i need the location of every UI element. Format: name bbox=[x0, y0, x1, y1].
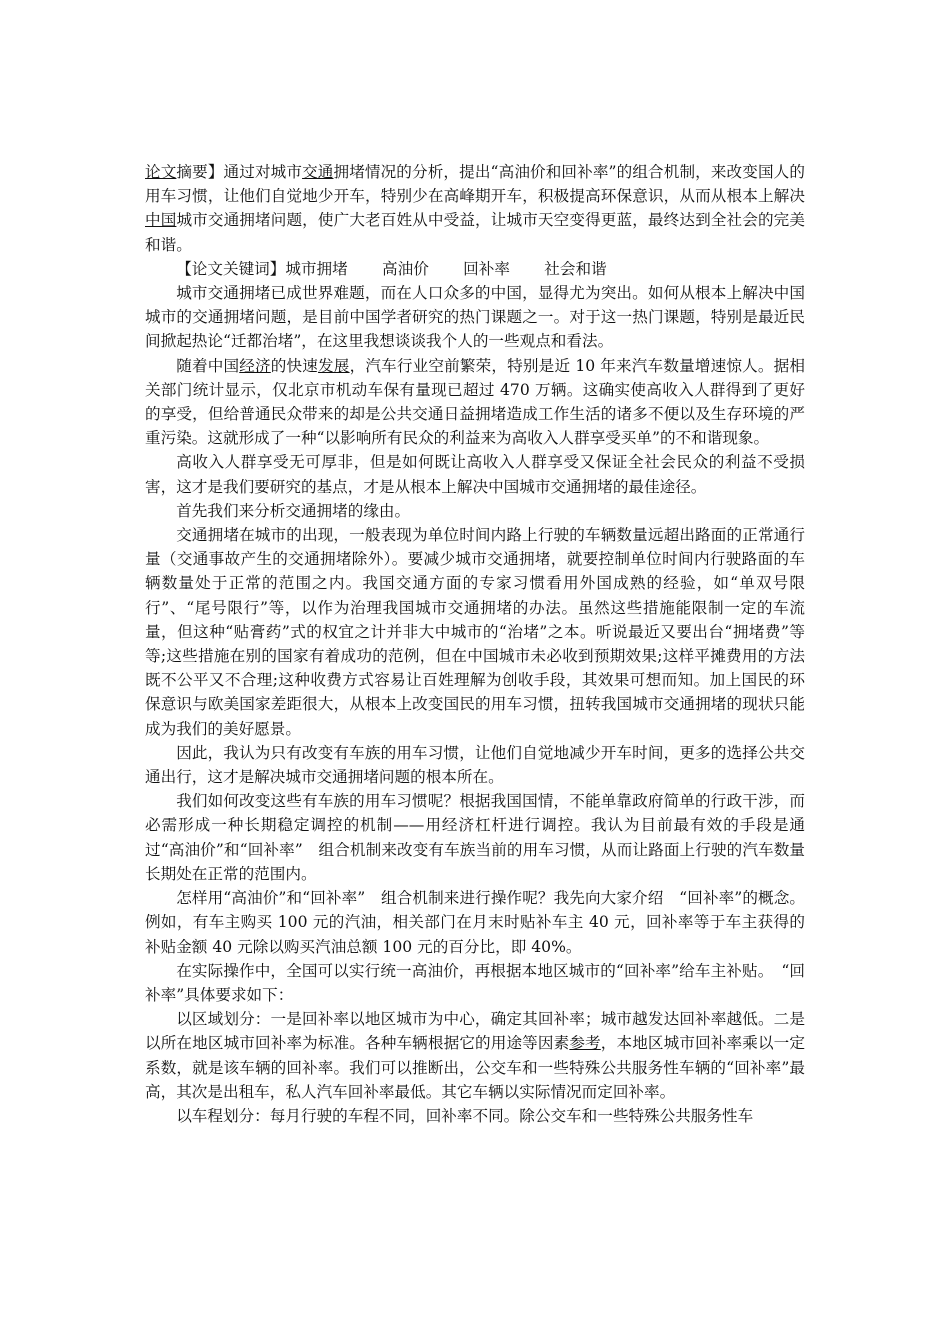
keywords-label: 【论文关键词】城市拥堵 bbox=[176, 259, 348, 278]
paragraph-background-text-1: 随着中国 bbox=[176, 356, 240, 375]
paragraph-mileage-division: 以车程划分：每月行驶的车程不同，回补率不同。除公交车和一些特殊公共服务性车 bbox=[176, 1106, 754, 1125]
paragraph-intro: 城市交通拥堵已成世界难题，而在人口众多的中国，显得尤为突出。如何从根本上解决中国城市的交通拥堵问题，是目前中国学者研究的热门课题之一。对于这一热门课题，特别是最近民间掀起热论“迁都治堵”，在这里我想谈谈我个人的一些观点和看法。 bbox=[145, 284, 805, 351]
abstract-text-1: 摘要】通过对城市 bbox=[176, 163, 303, 181]
paragraph-cause-heading: 首先我们来分析交通拥堵的缘由。 bbox=[176, 501, 411, 520]
paragraph-basis: 高收入人群享受无可厚非，但是如何既让高收入人群享受又保证全社会民众的利益不受损害，这才是我们要研究的基点，才是从根本上解决中国城市交通拥堵的最佳途径。 bbox=[145, 453, 805, 496]
paragraph-region-text-2: ，本地区城市回补率乘以一定系数，就是该车辆的回补率。我们可以推断出，公交车和一些特殊公共服务性车辆的“回补率”最高，其次是出租车，私人汽车回补率最低。其它车辆以实际情况而定回补率。 bbox=[145, 1034, 805, 1101]
link-economy[interactable]: 经济 bbox=[239, 356, 271, 375]
link-traffic[interactable]: 交通 bbox=[302, 163, 334, 181]
paragraph-region-division bbox=[145, 1007, 805, 1104]
paragraph-background bbox=[145, 354, 805, 451]
paragraph-operation: 在实际操作中，全国可以实行统一高油价，再根据本地区城市的“回补率”给车主补贴。 “回补率”具体要求如下： bbox=[145, 961, 805, 1004]
document-body bbox=[145, 160, 805, 1128]
keyword-social-harmony: 社会和谐 bbox=[544, 259, 607, 278]
paragraph-mechanism: 我们如何改变这些有车族的用车习惯呢？根据我国国情，不能单靠政府简单的行政干涉，而必需形成一种长期稳定调控的机制——用经济杠杆进行调控。我认为目前最有效的手段是通过“高油价”和“回补率” 组合机制来改变有车族当前的用车习惯，从而让路面上行驶的汽车数量长期处在正常的范围内。 bbox=[145, 792, 805, 883]
paragraph-conclusion: 因此，我认为只有改变有车族的用车习惯，让他们自觉地减少开车时间，更多的选择公共交通出行，这才是解决城市交通拥堵问题的根本所在。 bbox=[145, 743, 805, 787]
abstract-text-2: 拥堵情况的分析，提出“高油价和回补率”的组合机制，来改变国人的用车习惯，让他们自觉地少开车，特别少在高峰期开车，积极提高环保意识，从而从根本上解决 bbox=[145, 163, 805, 206]
keywords-line bbox=[145, 257, 805, 281]
keyword-high-oil-price: 高油价 bbox=[382, 259, 429, 278]
paragraph-background-text-3: ，汽车行业空前繁荣，特别是近 10 年来汽车数量增速惊人。据相关部门统计显示，仅北京市机动车保有量现已超过 470 万辆。这确实使高收入人群得到了更好的享受，但给普通民众带来的却是公共交通日益拥堵造成工作生活的诸多不便以及生存环境的严重污染。这就形成了一种“以影响所有民众的利益来为高收入人群享受买单”的不和谐现象。 bbox=[145, 356, 805, 448]
paragraph-cause-analysis: 交通拥堵在城市的出现，一般表现为单位时间内路上行驶的车辆数量远超出路面的正常通行量（交通事故产生的交通拥堵除外）。要减少城市交通拥堵，就要控制单位时间内行驶路面的车辆数量处于正常的范围之内。我国交通方面的专家习惯看用外国成熟的经验，如“单双号限行”、“尾号限行”等，以作为治理我国城市交通拥堵的办法。虽然这些措施能限制一定的车流量，但这种“贴膏药”式的权宜之计并非大中城市的“治堵”之本。听说最近又要出台“拥堵费”等等;这些措施在别的国家有着成功的范例，但在中国城市未必收到预期效果;这样平摊费用的方法既不公平又不合理;这种收费方式容易让百姓理解为创收手段，其效果可想而知。加上国民的环保意识与欧美国家差距很大，从根本上改变国民的用车习惯，扭转我国城市交通拥堵的现状只能成为我们的美好愿景。 bbox=[145, 526, 805, 738]
paragraph-region-text-1: 以区域划分：一是回补率以地区城市为中心，确定其回补率；城市越发达回补率越低。二是以所在地区城市回补率为标准。各种车辆根据它的用途等因素 bbox=[145, 1010, 805, 1053]
abstract-paragraph bbox=[145, 160, 805, 257]
link-paper[interactable]: 论文 bbox=[145, 163, 177, 181]
paragraph-subsidy-concept: 怎样用“高油价”和“回补率” 组合机制来进行操作呢？我先向大家介绍 “回补率”的概念。例如，有车主购买 100 元的汽油，相关部门在月末时贴补车主 40 元，回补率等于车主获得的补贴金额 40 元除以购买汽油总额 100 元的百分比，即 40%。 bbox=[145, 889, 805, 956]
link-development[interactable]: 发展 bbox=[318, 356, 350, 375]
link-reference[interactable]: 参考 bbox=[569, 1034, 601, 1053]
keyword-subsidy-rate: 回补率 bbox=[463, 259, 510, 278]
link-china[interactable]: 中国 bbox=[145, 211, 177, 230]
abstract-text-3: 城市交通拥堵问题，使广大老百姓从中受益，让城市天空变得更蓝，最终达到全社会的完美和谐。 bbox=[145, 211, 805, 254]
paragraph-background-text-2: 的快速 bbox=[270, 356, 319, 375]
